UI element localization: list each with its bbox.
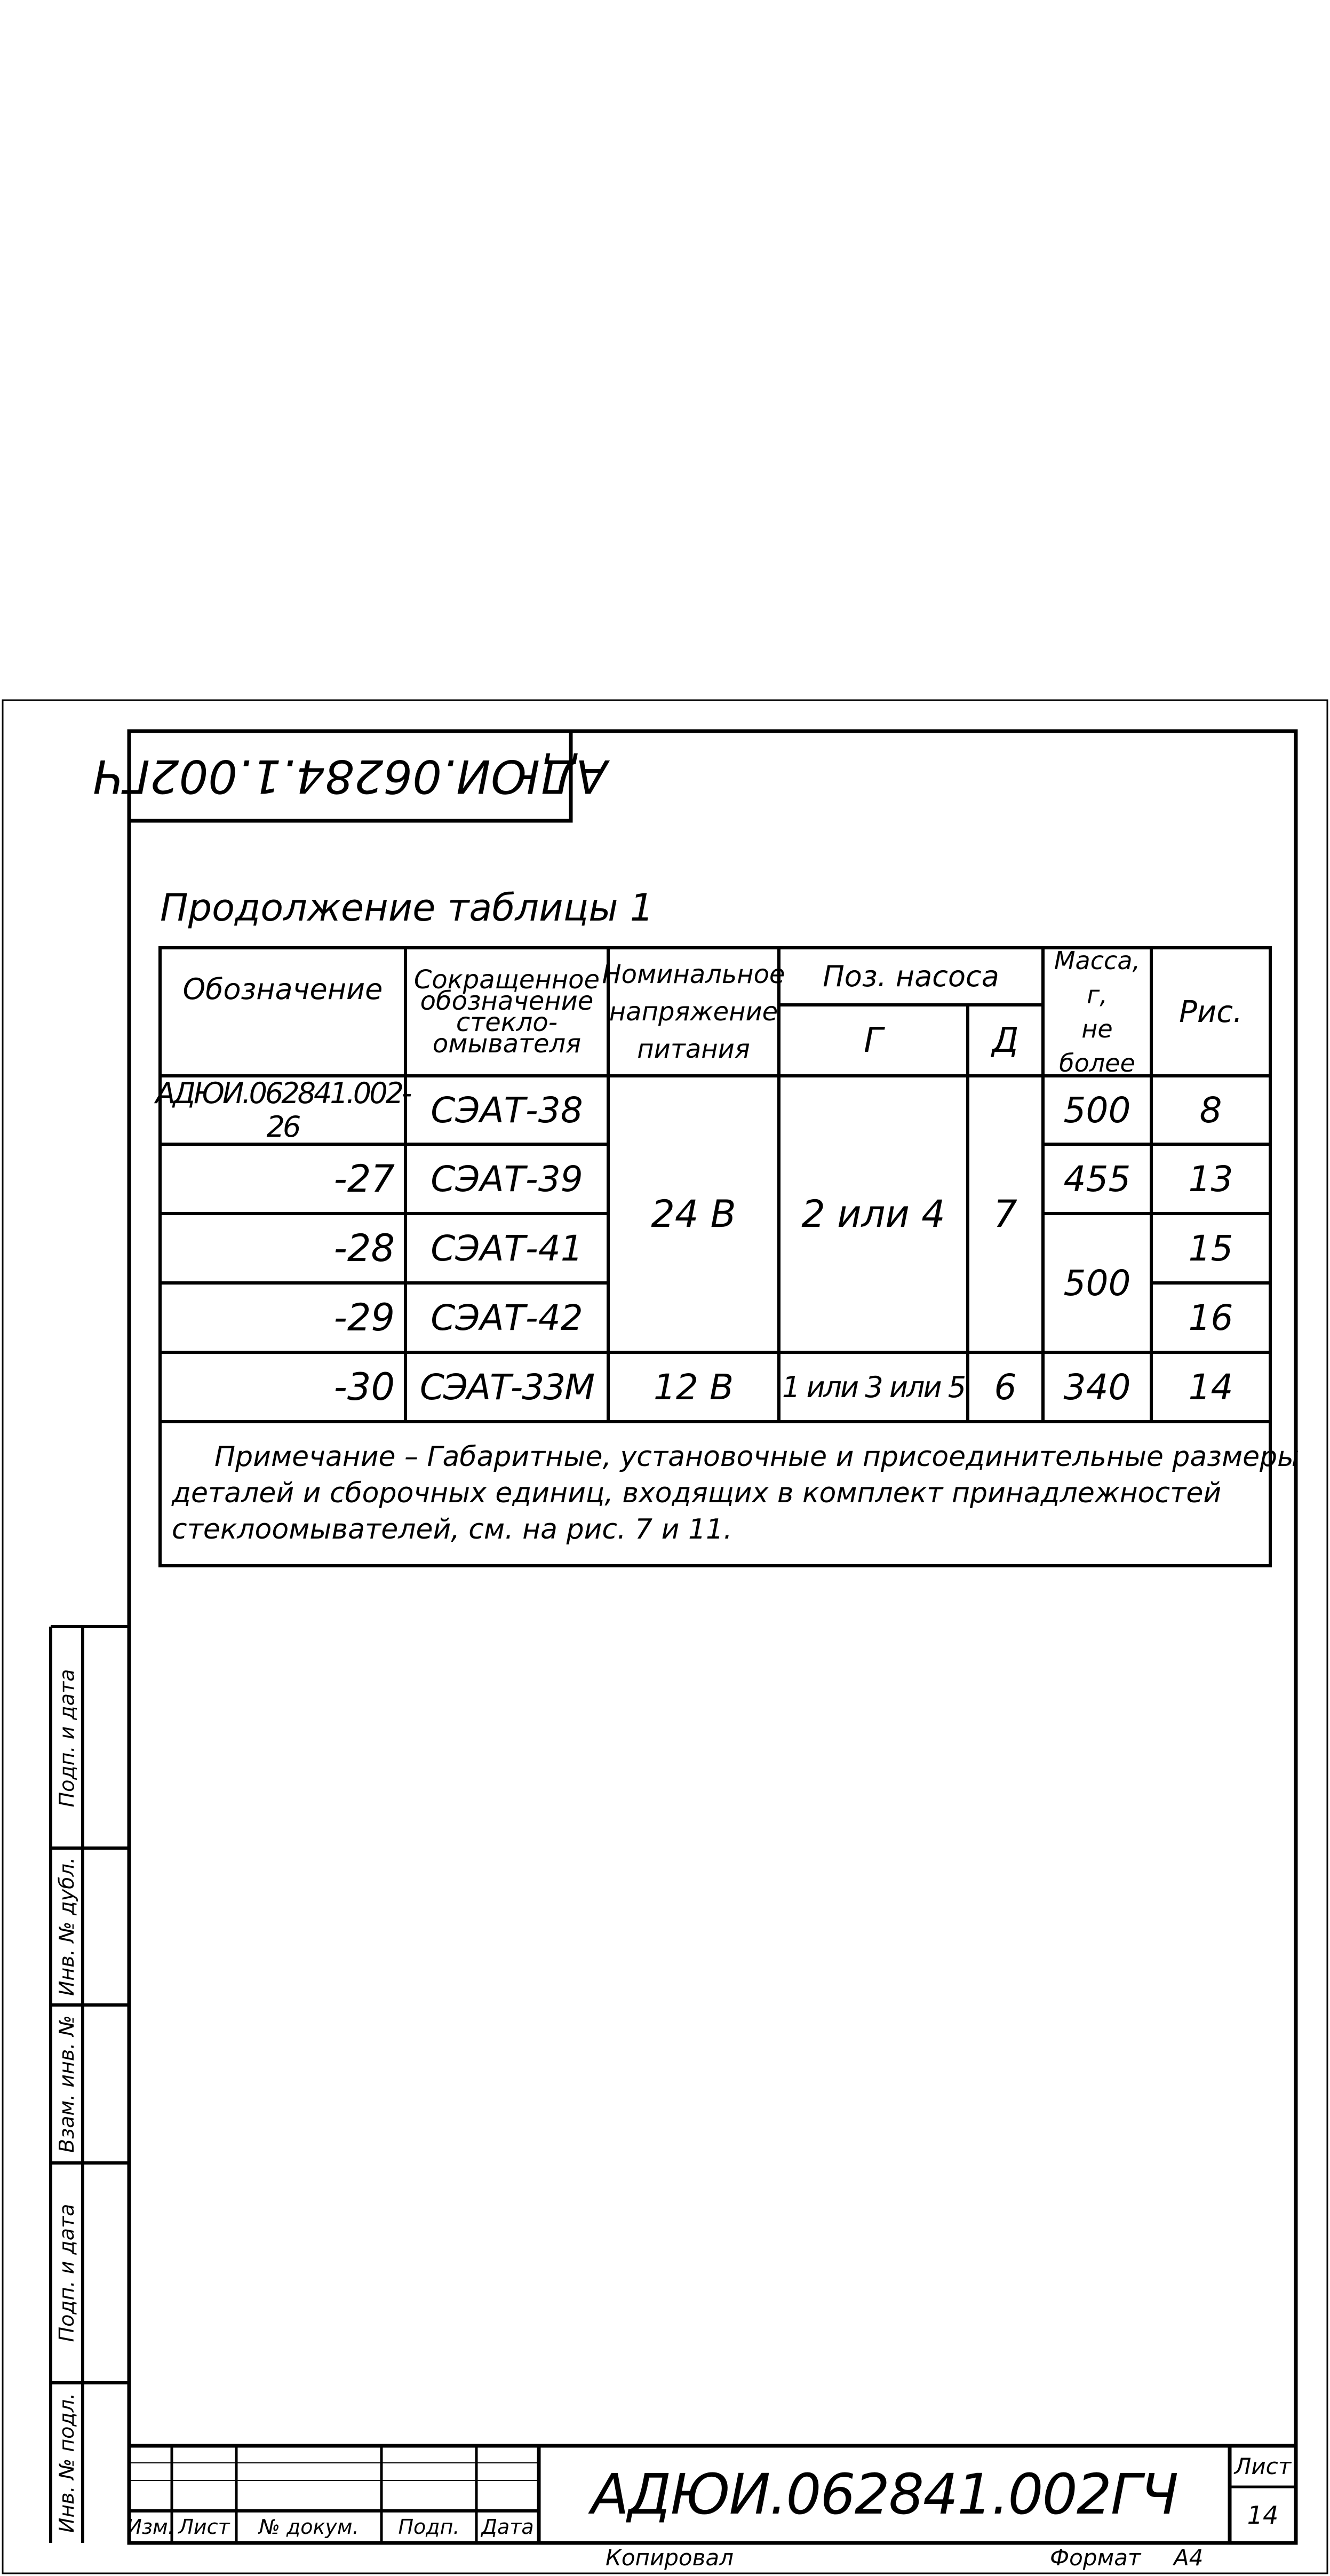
header-pump-d: Д (992, 1020, 1019, 1060)
table-cell-figure: 13 (1188, 1158, 1233, 1200)
table-cell-designation: -30 (333, 1365, 395, 1409)
table-cell-mass-merged: 500 (1063, 1262, 1131, 1304)
table-cell-pump-g: 1 или 3 или 5 (782, 1370, 965, 1404)
table-cell-figure: 8 (1199, 1089, 1222, 1131)
footer-format-label: Формат (1050, 2545, 1141, 2571)
footer-copied: Копировал (606, 2545, 734, 2571)
table-cell-pump-d-merged: 7 (993, 1192, 1017, 1236)
table-cell-figure: 14 (1188, 1366, 1233, 1408)
title-data: Дата (481, 2515, 534, 2539)
header-pump-g: Г (864, 1020, 883, 1060)
title-doc-no: № докум. (259, 2515, 359, 2539)
footer-format-value: А4 (1174, 2545, 1204, 2571)
table-cell-figure: 15 (1188, 1227, 1233, 1269)
table-cell-short: СЭАТ-33М (419, 1366, 594, 1408)
note-line: Примечание – Габаритные, установочные и присоединительные размеры (214, 1441, 1300, 1473)
note-line: деталей и сборочных единиц, входящих в комплект принадлежностей (172, 1477, 1222, 1509)
header-pump-position: Поз. насоса (823, 960, 999, 993)
table-cell-figure: 16 (1188, 1297, 1233, 1338)
table-cell-designation: -27 (333, 1157, 395, 1201)
table-cell-designation: -28 (333, 1226, 395, 1270)
side-label-inv-dubl: Инв. № дубл. (55, 1857, 78, 1996)
table-cell-mass: 340 (1063, 1366, 1131, 1408)
table-cell-voltage-merged: 24 В (651, 1192, 736, 1236)
table-cell-voltage: 12 В (653, 1366, 734, 1408)
title-izm: Изм. (126, 2515, 174, 2539)
table-cell-designation: АДЮИ.062841.002-26 (155, 1076, 410, 1144)
note-line: стеклоомывателей, см. на рис. 7 и 11. (172, 1513, 732, 1545)
title-sheet-number: 14 (1247, 2500, 1279, 2530)
table-caption: Продолжение таблицы 1 (160, 886, 654, 930)
title-podp: Подп. (398, 2515, 460, 2539)
side-label-vzam-inv: Взам. инв. № (55, 2015, 78, 2153)
side-label-podp-data: Подп. и дата (55, 1669, 79, 1808)
table-cell-short: СЭАТ-42 (431, 1297, 583, 1338)
table-cell-short: СЭАТ-38 (431, 1089, 583, 1131)
side-label-podp-data-bottom: Подп. и дата (55, 2204, 78, 2342)
rotated-document-code: АДЮИ.06284.1.002ГЧ (92, 749, 608, 803)
header-mass: Масса, г, не более (1054, 946, 1141, 1077)
table-cell-mass: 500 (1063, 1089, 1131, 1131)
title-sheet-label: Лист (1234, 2453, 1292, 2479)
title-list: Лист (178, 2515, 230, 2539)
table-cell-mass: 455 (1063, 1158, 1131, 1200)
table-note (172, 1439, 1300, 1548)
header-nominal-voltage: Номинальное напряжение питания (602, 960, 785, 1064)
table-cell-short: СЭАТ-41 (431, 1227, 583, 1269)
table-cell-designation: -29 (333, 1296, 395, 1339)
header-designation: Обозначение (182, 972, 383, 1006)
title-document-code: АДЮИ.062841.002ГЧ (591, 2462, 1178, 2527)
table-cell-short: СЭАТ-39 (431, 1158, 583, 1200)
table-cell-pump-d: 6 (994, 1366, 1017, 1408)
header-short-designation: Сокращенное обозначение стекло- омывателя (413, 965, 600, 1059)
side-label-inv-podl: Инв. № подл. (55, 2392, 78, 2533)
table-cell-pump-g-merged: 2 или 4 (801, 1192, 945, 1236)
header-figure: Рис. (1179, 994, 1243, 1029)
